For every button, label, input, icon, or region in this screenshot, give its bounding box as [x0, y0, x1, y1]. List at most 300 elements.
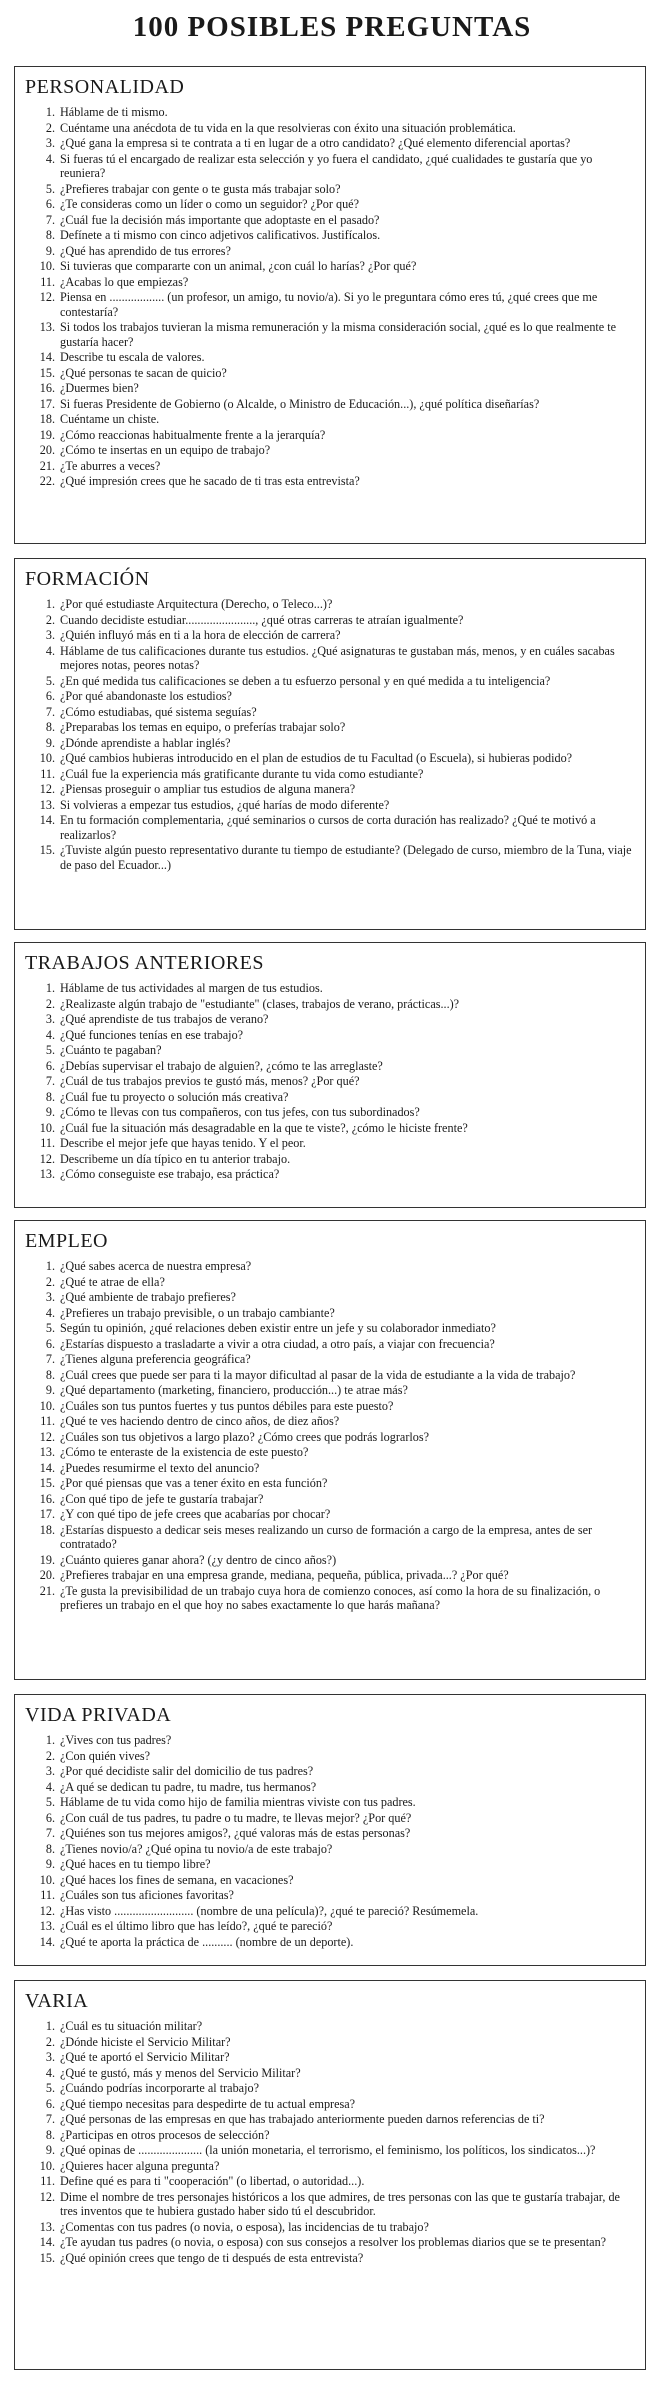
question-item: [33, 2066, 635, 2081]
question-number: 1.: [45, 1259, 55, 1273]
question-list: [33, 2019, 635, 2265]
question-item: [33, 1780, 635, 1795]
question-number: 6.: [45, 689, 55, 703]
question-number: 10.: [39, 1120, 55, 1135]
question-item: [33, 1904, 635, 1919]
question-text: ¿Cómo estudiabas, qué sistema seguías?: [60, 704, 257, 719]
question-item: [33, 1321, 635, 1336]
question-text: ¿Qué impresión crees que he sacado de ti tras esta entrevista?: [60, 474, 360, 488]
question-item: [33, 1259, 635, 1274]
question-item: [33, 843, 635, 872]
question-item: [33, 1733, 635, 1748]
question-number: 9.: [45, 2143, 55, 2157]
question-item: [33, 2159, 635, 2174]
question-number: 7.: [45, 212, 55, 227]
question-text: ¿Estarías dispuesto a dedicar seis meses realizando un curso de formación a cargo de la empresa, antes de ser contratado?: [60, 1522, 593, 1551]
question-text: ¿Debías supervisar el trabajo de alguien?, ¿cómo te las arreglaste?: [60, 1058, 383, 1073]
question-number: 7.: [45, 704, 55, 719]
question-text: ¿Cómo te llevas con tus compañeros, con tus jefes, con tus subordinados?: [60, 1105, 420, 1119]
section-heading: TRABAJOS ANTERIORES: [25, 952, 264, 974]
question-number: 6.: [45, 197, 55, 211]
question-item: [33, 182, 635, 197]
question-text: ¿Por qué decidiste salir del domicilio de tus padres?: [60, 1764, 314, 1778]
question-item: [33, 136, 635, 151]
question-text: ¿Con qué tipo de jefe te gustaría trabajar?: [60, 1491, 264, 1506]
question-number: 14.: [39, 1934, 55, 1949]
question-list: [33, 1259, 635, 1613]
question-item: [33, 1028, 635, 1043]
question-item: [33, 1811, 635, 1826]
question-text: ¿Qué gana la empresa si te contrata a ti en lugar de a otro candidato? ¿Qué elemento diferencial aportas?: [60, 136, 571, 150]
question-item: [33, 1873, 635, 1888]
question-item: [33, 689, 635, 704]
question-number: 1.: [45, 1733, 55, 1747]
question-number: 15.: [39, 2250, 55, 2265]
question-item: [33, 1167, 635, 1182]
question-number: 4.: [45, 151, 55, 166]
question-text: ¿Cómo reaccionas habitualmente frente a la jerarquía?: [60, 427, 326, 442]
question-item: [33, 2251, 635, 2266]
question-number: 8.: [45, 1841, 55, 1856]
question-item: [33, 1842, 635, 1857]
question-item: [33, 320, 635, 349]
question-item: [33, 2174, 635, 2189]
question-number: 2.: [45, 1274, 55, 1289]
question-number: 11.: [40, 1888, 55, 1902]
question-item: [33, 1826, 635, 1841]
question-text: ¿Qué haces los fines de semana, en vacaciones?: [60, 1872, 294, 1887]
question-item: [33, 121, 635, 136]
question-item: [33, 1059, 635, 1074]
question-item: [33, 1399, 635, 1414]
question-text: Describeme un día típico en tu anterior trabajo.: [60, 1151, 291, 1166]
question-text: Piensa en .................. (un profesor, un amigo, tu novio/a). Si yo le preguntara cómo eres tú, ¿qué crees que me contestaría?: [60, 290, 598, 319]
question-number: 20.: [39, 1568, 55, 1582]
question-number: 5.: [45, 673, 55, 688]
question-number: 9.: [45, 735, 55, 750]
question-text: Si volvieras a empezar tus estudios, ¿qué harías de modo diferente?: [60, 797, 390, 812]
question-item: [33, 474, 635, 489]
question-text: ¿Vives con tus padres?: [60, 1733, 172, 1747]
question-number: 12.: [39, 290, 55, 304]
question-text: ¿En qué medida tus calificaciones se deben a tu esfuerzo personal y en qué medida a tu inteligencia?: [60, 673, 551, 688]
question-number: 6.: [45, 1058, 55, 1073]
question-number: 16.: [39, 381, 55, 395]
question-text: Cuéntame un chiste.: [60, 412, 160, 426]
question-text: ¿Puedes resumirme el texto del anuncio?: [60, 1460, 260, 1475]
section-heading: VIDA PRIVADA: [25, 1704, 172, 1726]
question-text: ¿Duermes bien?: [60, 381, 139, 395]
question-number: 13.: [39, 1445, 55, 1459]
question-number: 4.: [45, 1027, 55, 1042]
question-item: [33, 275, 635, 290]
question-text: ¿Cuál crees que puede ser para ti la mayor dificultad al pasar de la vida de estudiante a la vida de trabajo?: [60, 1367, 576, 1382]
question-number: 8.: [45, 228, 55, 242]
question-item: [33, 782, 635, 797]
question-text: Háblame de ti mismo.: [60, 105, 168, 119]
question-text: ¿Qué te ves haciendo dentro de cinco años, de diez años?: [60, 1414, 340, 1428]
question-text: ¿Preparabas los temas en equipo, o preferías trabajar solo?: [60, 720, 346, 734]
question-text: ¿Tienes alguna preferencia geográfica?: [60, 1352, 251, 1366]
section-personalidad: [14, 66, 646, 544]
question-text: ¿Cuánto quieres ganar ahora? (¿y dentro de cinco años?): [60, 1552, 337, 1567]
question-number: 7.: [45, 1352, 55, 1366]
question-text: ¿Cuál fue la situación más desagradable en la que te viste?, ¿cómo le hiciste frente?: [60, 1120, 468, 1135]
question-item: [33, 1090, 635, 1105]
question-item: [33, 366, 635, 381]
question-text: ¿Por qué piensas que vas a tener éxito en esta función?: [60, 1476, 328, 1490]
question-text: Según tu opinión, ¿qué relaciones deben existir entre un jefe y su colaborador inmediato?: [60, 1321, 496, 1335]
question-text: ¿Tuviste algún puesto representativo durante tu tiempo de estudiante? (Delegado de curso, miembro de la Tuna, viaje de paso del Ecuador...): [60, 843, 632, 872]
question-text: Defínete a ti mismo con cinco adjetivos calificativos. Justifícalos.: [60, 228, 381, 242]
question-text: ¿Qué departamento (marketing, financiero, producción...) te atrae más?: [60, 1383, 408, 1397]
question-text: ¿Prefieres un trabajo previsible, o un trabajo cambiante?: [60, 1305, 335, 1320]
section-heading: FORMACIÓN: [25, 568, 150, 590]
question-item: [33, 1553, 635, 1568]
section-empleo: [14, 1220, 646, 1680]
question-number: 10.: [39, 751, 55, 765]
question-text: Háblame de tus actividades al margen de tus estudios.: [60, 981, 323, 995]
question-text: ¿Qué personas te sacan de quicio?: [60, 365, 227, 380]
question-item: [33, 1368, 635, 1383]
question-item: [33, 1476, 635, 1491]
question-text: Si fueras Presidente de Gobierno (o Alcalde, o Ministro de Educación...), ¿qué política diseñarías?: [60, 396, 540, 411]
question-text: ¿Qué cambios hubieras introducido en el plan de estudios de tu Facultad (o Escuela), si hubieras podido?: [60, 751, 573, 765]
question-number: 13.: [39, 320, 55, 334]
question-text: ¿Te consideras como un líder o como un seguidor? ¿Por qué?: [60, 197, 360, 211]
question-number: 21.: [39, 1583, 55, 1598]
question-item: [33, 228, 635, 243]
question-number: 10.: [39, 1398, 55, 1413]
question-number: 6.: [45, 1336, 55, 1351]
question-text: ¿Dónde aprendiste a hablar inglés?: [60, 735, 231, 750]
question-item: [33, 1749, 635, 1764]
question-text: ¿Qué funciones tenías en ese trabajo?: [60, 1027, 244, 1042]
question-item: [33, 197, 635, 212]
question-number: 8.: [45, 1367, 55, 1382]
question-item: [33, 152, 635, 181]
question-number: 14.: [39, 813, 55, 827]
question-item: [33, 1445, 635, 1460]
question-text: ¿Comentas con tus padres (o novia, o esposa), las incidencias de tu trabajo?: [60, 2219, 429, 2234]
question-item: [33, 1043, 635, 1058]
question-text: ¿Cómo te insertas en un equipo de trabajo?: [60, 443, 271, 457]
question-text: ¿Qué opinión crees que tengo de ti después de esta entrevista?: [60, 2250, 364, 2265]
question-text: ¿Te ayudan tus padres (o novia, o esposa) con sus consejos a resolver los problemas diarios que se te presentan?: [60, 2235, 607, 2249]
question-number: 10.: [39, 1872, 55, 1887]
question-item: [33, 1152, 635, 1167]
question-number: 13.: [39, 797, 55, 812]
question-number: 1.: [45, 597, 55, 611]
question-item: [33, 1507, 635, 1522]
question-item: [33, 1919, 635, 1934]
question-number: 17.: [39, 1507, 55, 1521]
question-text: Si todos los trabajos tuvieran la misma remuneración y la misma consideración social, ¿qué es lo que realmente te gustaría hacer?: [60, 320, 617, 349]
question-item: [33, 1105, 635, 1120]
question-number: 20.: [39, 443, 55, 457]
question-number: 11.: [40, 274, 55, 289]
question-item: [33, 1136, 635, 1151]
question-number: 19.: [39, 427, 55, 442]
question-number: 11.: [40, 1414, 55, 1428]
question-number: 12.: [39, 1903, 55, 1918]
question-number: 3.: [45, 136, 55, 150]
question-text: ¿Cuáles son tus objetivos a largo plazo? ¿Cómo crees que podrás lograrlos?: [60, 1429, 430, 1444]
question-number: 4.: [45, 2065, 55, 2080]
question-item: [33, 1888, 635, 1903]
section-trabajos-anteriores: [14, 942, 646, 1208]
question-text: Describe tu escala de valores.: [60, 350, 205, 364]
question-text: ¿Con cuál de tus padres, tu padre o tu madre, te llevas mejor? ¿Por qué?: [60, 1810, 412, 1825]
question-text: Dime el nombre de tres personajes históricos a los que admires, de tres personas con las que te gustaría trabajar, de tres inventos que te hubiera gustado haber sido tú el descubridor.: [60, 2189, 620, 2218]
question-item: [33, 705, 635, 720]
question-item: [33, 259, 635, 274]
question-item: [33, 997, 635, 1012]
question-number: 16.: [39, 1491, 55, 1506]
question-number: 9.: [45, 1857, 55, 1871]
question-item: [33, 628, 635, 643]
question-text: En tu formación complementaria, ¿qué seminarios o cursos de corta duración has realizado? ¿Qué te motivó a realizarlos?: [60, 813, 596, 842]
question-number: 12.: [39, 782, 55, 796]
question-item: [33, 1461, 635, 1476]
question-text: ¿Qué aprendiste de tus trabajos de verano?: [60, 1012, 269, 1026]
question-text: ¿Cuál es tu situación militar?: [60, 2019, 203, 2033]
question-number: 7.: [45, 2112, 55, 2126]
question-number: 12.: [39, 1151, 55, 1166]
question-item: [33, 213, 635, 228]
question-text: Describe el mejor jefe que hayas tenido. Y el peor.: [60, 1136, 306, 1150]
question-number: 3.: [45, 1764, 55, 1778]
question-text: ¿Con quién vives?: [60, 1748, 151, 1763]
question-item: [33, 2081, 635, 2096]
question-number: 11.: [40, 1136, 55, 1150]
question-number: 15.: [39, 365, 55, 380]
question-text: ¿Cuáles son tus aficiones favoritas?: [60, 1888, 234, 1902]
question-number: 6.: [45, 2096, 55, 2111]
question-number: 1.: [45, 2019, 55, 2033]
question-text: ¿Qué te aporta la práctica de .......... (nombre de un deporte).: [60, 1934, 354, 1949]
question-item: [33, 798, 635, 813]
question-text: Si tuvieras que compararte con un animal, ¿con cuál lo harías? ¿Por qué?: [60, 259, 417, 273]
question-number: 4.: [45, 1305, 55, 1320]
question-item: [33, 290, 635, 319]
question-item: [33, 443, 635, 458]
question-item: [33, 720, 635, 735]
question-text: ¿Participas en otros procesos de selección?: [60, 2127, 270, 2142]
question-number: 9.: [45, 1383, 55, 1397]
question-number: 12.: [39, 1429, 55, 1444]
question-number: 3.: [45, 1012, 55, 1026]
question-item: [33, 412, 635, 427]
question-item: [33, 428, 635, 443]
question-item: [33, 1306, 635, 1321]
question-item: [33, 1383, 635, 1398]
question-list: [33, 105, 635, 489]
question-number: 8.: [45, 1089, 55, 1104]
question-text: ¿Has visto .......................... (nombre de una película)?, ¿qué te pareció? Resúmemela.: [60, 1903, 479, 1918]
question-number: 5.: [45, 181, 55, 196]
question-number: 3.: [45, 628, 55, 642]
question-number: 13.: [39, 1919, 55, 1933]
question-item: [33, 1795, 635, 1810]
question-number: 18.: [39, 412, 55, 426]
question-number: 2.: [45, 120, 55, 135]
question-number: 10.: [39, 259, 55, 273]
question-item: [33, 751, 635, 766]
question-list: [33, 1733, 635, 1949]
question-text: ¿Cuál fue la decisión más importante que adoptaste en el pasado?: [60, 212, 380, 227]
section-heading: VARIA: [25, 1990, 89, 2012]
question-text: ¿Por qué abandonaste los estudios?: [60, 689, 232, 703]
question-number: 1.: [45, 105, 55, 119]
question-text: ¿Qué sabes acerca de nuestra empresa?: [60, 1259, 252, 1273]
question-number: 8.: [45, 2127, 55, 2142]
section-varia: [14, 1980, 646, 2370]
question-number: 8.: [45, 720, 55, 734]
question-number: 4.: [45, 643, 55, 658]
question-item: [33, 381, 635, 396]
question-text: ¿Por qué estudiaste Arquitectura (Derecho, o Teleco...)?: [60, 597, 333, 611]
question-list: [33, 597, 635, 872]
question-item: [33, 1352, 635, 1367]
question-number: 21.: [39, 458, 55, 473]
question-number: 22.: [39, 474, 55, 488]
question-text: Si fueras tú el encargado de realizar esta selección y yo fuera el candidato, ¿qué cualidades te gustaría que yo reuniera?: [60, 151, 593, 180]
question-number: 9.: [45, 1105, 55, 1119]
question-item: [33, 767, 635, 782]
question-number: 19.: [39, 1552, 55, 1567]
question-item: [33, 674, 635, 689]
question-number: 5.: [45, 2081, 55, 2095]
question-item: [33, 1568, 635, 1583]
question-number: 18.: [39, 1522, 55, 1537]
question-item: [33, 1430, 635, 1445]
question-text: ¿Qué tiempo necesitas para despedirte de tu actual empresa?: [60, 2096, 356, 2111]
question-item: [33, 2220, 635, 2235]
question-text: ¿Prefieres trabajar con gente o te gusta más trabajar solo?: [60, 181, 341, 196]
question-list: [33, 981, 635, 1182]
question-item: [33, 397, 635, 412]
question-number: 6.: [45, 1810, 55, 1825]
question-item: [33, 2050, 635, 2065]
question-text: Define qué es para ti "cooperación" (o libertad, o autoridad...).: [60, 2174, 365, 2188]
question-item: [33, 644, 635, 673]
question-text: ¿Te gusta la previsibilidad de un trabajo cuya hora de comienzo conoces, así como la hora de su finalización, o prefieres un trabajo en el que hoy no sabes exactamente lo que harás mañana?: [60, 1583, 601, 1612]
question-text: ¿Quiénes son tus mejores amigos?, ¿qué valoras más de estas personas?: [60, 1826, 411, 1840]
question-text: Cuando decidiste estudiar......................., ¿qué otras carreras te atraían igualmente?: [60, 612, 464, 627]
question-text: ¿Qué haces en tu tiempo libre?: [60, 1857, 211, 1871]
question-text: ¿Tienes novio/a? ¿Qué opina tu novio/a de este trabajo?: [60, 1841, 333, 1856]
question-number: 7.: [45, 1826, 55, 1840]
question-text: Háblame de tus calificaciones durante tus estudios. ¿Qué asignaturas te gustaban más, menos, y en cuáles sacabas mejores notas, peores notas?: [60, 643, 615, 672]
question-text: ¿Quién influyó más en ti a la hora de elección de carrera?: [60, 628, 341, 642]
question-number: 3.: [45, 2050, 55, 2064]
question-item: [33, 1523, 635, 1552]
question-text: ¿Piensas proseguir o ampliar tus estudios de alguna manera?: [60, 782, 356, 796]
question-item: [33, 1290, 635, 1305]
question-number: 5.: [45, 1043, 55, 1057]
section-vida-privada: [14, 1694, 646, 1966]
question-number: 5.: [45, 1321, 55, 1335]
question-text: ¿Qué opinas de ..................... (la unión monetaria, el terrorismo, el feminismo, los políticos, los sindicatos...)?: [60, 2143, 596, 2157]
question-text: ¿Te aburres a veces?: [60, 458, 161, 473]
question-item: [33, 2097, 635, 2112]
question-item: [33, 1012, 635, 1027]
question-text: ¿Realizaste algún trabajo de "estudiante" (clases, trabajos de verano, prácticas...)?: [60, 996, 460, 1011]
question-item: [33, 2235, 635, 2250]
question-item: [33, 613, 635, 628]
question-item: [33, 1074, 635, 1089]
question-item: [33, 813, 635, 842]
question-text: ¿Cómo te enteraste de la existencia de este puesto?: [60, 1445, 309, 1459]
question-text: Cuéntame una anécdota de tu vida en la que resolvieras con éxito una situación problemática.: [60, 120, 516, 135]
question-number: 15.: [39, 1476, 55, 1490]
question-text: ¿Estarías dispuesto a trasladarte a vivir a otra ciudad, a otro país, a viajar con frecuencia?: [60, 1336, 495, 1351]
question-item: [33, 2019, 635, 2034]
question-item: [33, 350, 635, 365]
question-text: ¿Qué has aprendido de tus errores?: [60, 243, 231, 258]
question-text: ¿Cuál es el último libro que has leído?, ¿qué te pareció?: [60, 1919, 333, 1933]
question-text: ¿Cuándo podrías incorporarte al trabajo?: [60, 2081, 259, 2095]
section-heading: PERSONALIDAD: [25, 76, 185, 98]
question-number: 2.: [45, 1748, 55, 1763]
question-item: [33, 1414, 635, 1429]
question-text: ¿Acabas lo que empiezas?: [60, 274, 189, 289]
question-number: 14.: [39, 1460, 55, 1475]
question-text: ¿Cuál fue tu proyecto o solución más creativa?: [60, 1089, 289, 1104]
question-number: 17.: [39, 396, 55, 411]
question-item: [33, 1584, 635, 1613]
question-number: 14.: [39, 350, 55, 364]
question-number: 2.: [45, 996, 55, 1011]
question-item: [33, 736, 635, 751]
question-text: ¿Cuál de tus trabajos previos te gustó más, menos? ¿Por qué?: [60, 1074, 360, 1088]
question-number: 12.: [39, 2189, 55, 2204]
section-heading: EMPLEO: [25, 1230, 108, 1252]
question-item: [33, 1121, 635, 1136]
question-number: 11.: [40, 766, 55, 781]
question-item: [33, 244, 635, 259]
question-text: ¿Quieres hacer alguna pregunta?: [60, 2158, 220, 2173]
question-number: 11.: [40, 2174, 55, 2188]
question-item: [33, 459, 635, 474]
question-text: ¿Y con qué tipo de jefe crees que acabarías por chocar?: [60, 1507, 331, 1521]
question-item: [33, 1492, 635, 1507]
question-text: ¿Qué te gustó, más y menos del Servicio Militar?: [60, 2065, 301, 2080]
question-item: [33, 1337, 635, 1352]
question-text: ¿Cuánto te pagaban?: [60, 1043, 162, 1057]
question-item: [33, 2112, 635, 2127]
section-formacion: [14, 558, 646, 930]
question-number: 13.: [39, 1167, 55, 1181]
question-text: Háblame de tu vida como hijo de familia mientras viviste con tus padres.: [60, 1795, 416, 1809]
question-text: ¿Dónde hiciste el Servicio Militar?: [60, 2034, 231, 2049]
question-text: ¿Qué te atrae de ella?: [60, 1274, 165, 1289]
question-item: [33, 2128, 635, 2143]
question-text: ¿Qué te aportó el Servicio Militar?: [60, 2050, 230, 2064]
question-item: [33, 1275, 635, 1290]
question-number: 4.: [45, 1779, 55, 1794]
question-text: ¿Cómo conseguiste ese trabajo, esa práctica?: [60, 1167, 280, 1181]
question-number: 7.: [45, 1074, 55, 1088]
question-item: [33, 2143, 635, 2158]
question-number: 3.: [45, 1290, 55, 1304]
question-item: [33, 1764, 635, 1779]
question-text: ¿A qué se dedican tu padre, tu madre, tus hermanos?: [60, 1779, 317, 1794]
question-item: [33, 2190, 635, 2219]
question-item: [33, 981, 635, 996]
question-number: 15.: [39, 843, 55, 857]
